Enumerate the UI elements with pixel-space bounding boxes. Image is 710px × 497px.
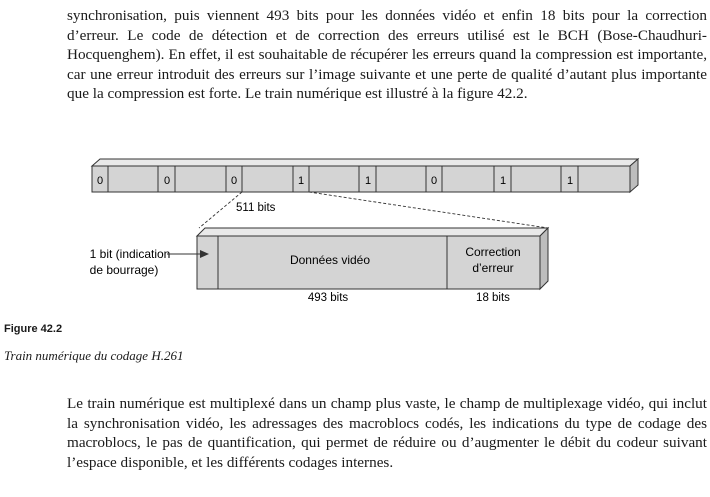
error-correction-label-line1: Correction: [465, 245, 521, 259]
stream-bit-0: 0: [96, 175, 104, 187]
bit-stream-front-face: [92, 166, 630, 192]
zoom-line-right: [309, 192, 548, 228]
body-paragraph-outro: Le train numérique est multiplexé dans un champ plus vaste, le champ de multiplexage vidéo, qui inclut la synchronisation vidéo, les adressages des macroblocs codés, les indications du type de codage des macroblocs, le pas de quantification, qui permet de réduire ou d’augmenter le débit du codeur suivant l’espace disponible, et les différents codages internes.: [67, 395, 707, 471]
bit-stream-bar: [92, 159, 638, 192]
video-data-size-label: 493 bits: [307, 292, 349, 304]
stream-bit-3: 1: [297, 175, 305, 187]
span-size-label: 511 bits: [236, 202, 276, 214]
stream-bit-1: 0: [163, 175, 171, 187]
video-data-label: Données vidéo: [289, 253, 371, 267]
figure-caption: Train numérique du codage H.261: [4, 348, 184, 363]
bitstream-diagram-svg: [0, 150, 710, 310]
stream-bit-2: 0: [230, 175, 238, 187]
body-paragraph-intro: synchronisation, puis viennent 493 bits pour les données vidéo et enfin 18 bits pour la correction d’erreur. Le code de détection et de correction des erreurs utilisé est le BCH (Bose-Chaudhuri-Hocquenghem). En effet, il est souhaitable de récupérer les erreurs quand la compression est importante, car une erreur introduit des erreurs sur l’image suivante et une perte de qualité d’autant plus importante que la compression est forte. Le train numérique est illustré à la figure 42.2.: [67, 7, 707, 103]
packet-top-face: [197, 228, 548, 236]
expanded-packet: [197, 228, 548, 289]
stream-bit-7: 1: [566, 175, 574, 187]
stuffing-bit-label-line1: 1 bit (indication: [89, 247, 171, 261]
figure-label: Figure 42.2: [4, 323, 63, 335]
error-correction-label-line2: d’erreur: [472, 261, 514, 275]
stream-bit-5: 0: [430, 175, 438, 187]
packet-side-face: [540, 228, 548, 289]
bit-stream-top-face: [92, 159, 638, 166]
stuffing-bit-label-line2: de bourrage): [89, 263, 159, 277]
bitstream-diagram: [0, 150, 710, 310]
stream-bit-4: 1: [364, 175, 372, 187]
stream-bit-6: 1: [499, 175, 507, 187]
error-correction-size-label: 18 bits: [476, 292, 510, 304]
